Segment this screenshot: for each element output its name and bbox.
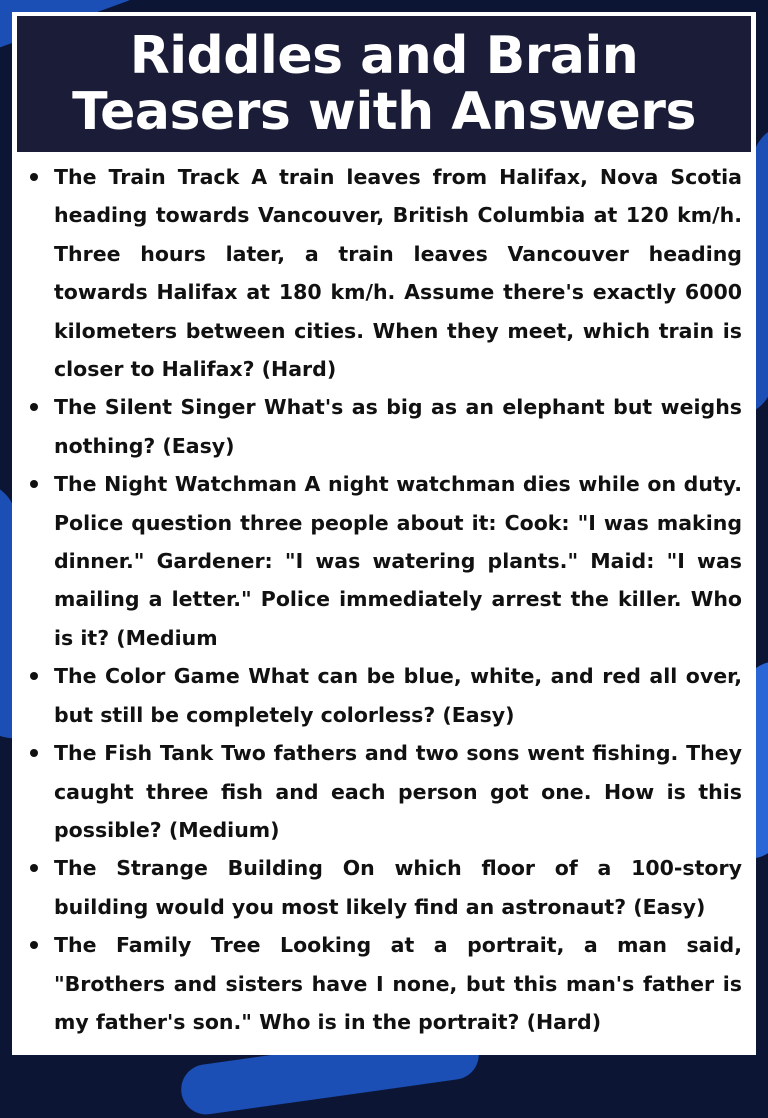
bullet-icon bbox=[30, 173, 38, 181]
title-line-1: Riddles and Brain bbox=[129, 26, 639, 86]
bullet-icon bbox=[30, 403, 38, 411]
page-title bbox=[72, 28, 696, 140]
riddle-item-family-tree bbox=[30, 926, 742, 1041]
bullet-icon bbox=[30, 749, 38, 757]
riddle-text: The Silent Singer What's as big as an elephant but weighs nothing? (Easy) bbox=[54, 395, 742, 458]
title-banner bbox=[17, 16, 751, 152]
riddle-text: The Fish Tank Two fathers and two sons went fishing. They caught three fish and each person got one. How is this possible? (Medium) bbox=[54, 741, 742, 842]
bullet-icon bbox=[30, 480, 38, 488]
title-line-2: Teasers with Answers bbox=[72, 82, 696, 142]
riddle-item-silent-singer bbox=[30, 388, 742, 465]
bullet-icon bbox=[30, 941, 38, 949]
riddle-text: The Color Game What can be blue, white, and red all over, but still be completely colorless? (Easy) bbox=[54, 664, 742, 727]
riddle-text: The Train Track A train leaves from Halifax, Nova Scotia heading towards Vancouver, British Columbia at 120 km/h. Three hours later, a train leaves Vancouver heading towards Halifax at 180 km/h. Assume there's exactly 6000 kilometers between cities. When they meet, which train is closer to Halifax? (Hard) bbox=[54, 165, 742, 382]
riddle-item-fish-tank bbox=[30, 734, 742, 849]
bullet-icon bbox=[30, 672, 38, 680]
riddle-text: The Night Watchman A night watchman dies while on duty. Police question three people about it: Cook: "I was making dinner." Gardener: "I was watering plants." Maid: "I was mailing a letter." Police immediately arrest the killer. Who is it? (Medium bbox=[54, 472, 742, 650]
riddle-text: The Family Tree Looking at a portrait, a man said, "Brothers and sisters have I none, but this man's father is my father's son." Who is in the portrait? (Hard) bbox=[54, 933, 742, 1034]
riddle-item-train-track bbox=[30, 158, 742, 388]
riddle-item-strange-building bbox=[30, 849, 742, 926]
bullet-icon bbox=[30, 864, 38, 872]
content-card bbox=[12, 12, 756, 1055]
riddle-list bbox=[30, 158, 742, 1041]
riddle-text: The Strange Building On which floor of a 100-story building would you most likely find an astronaut? (Easy) bbox=[54, 856, 742, 919]
riddle-item-color-game bbox=[30, 657, 742, 734]
riddle-item-night-watchman bbox=[30, 465, 742, 657]
